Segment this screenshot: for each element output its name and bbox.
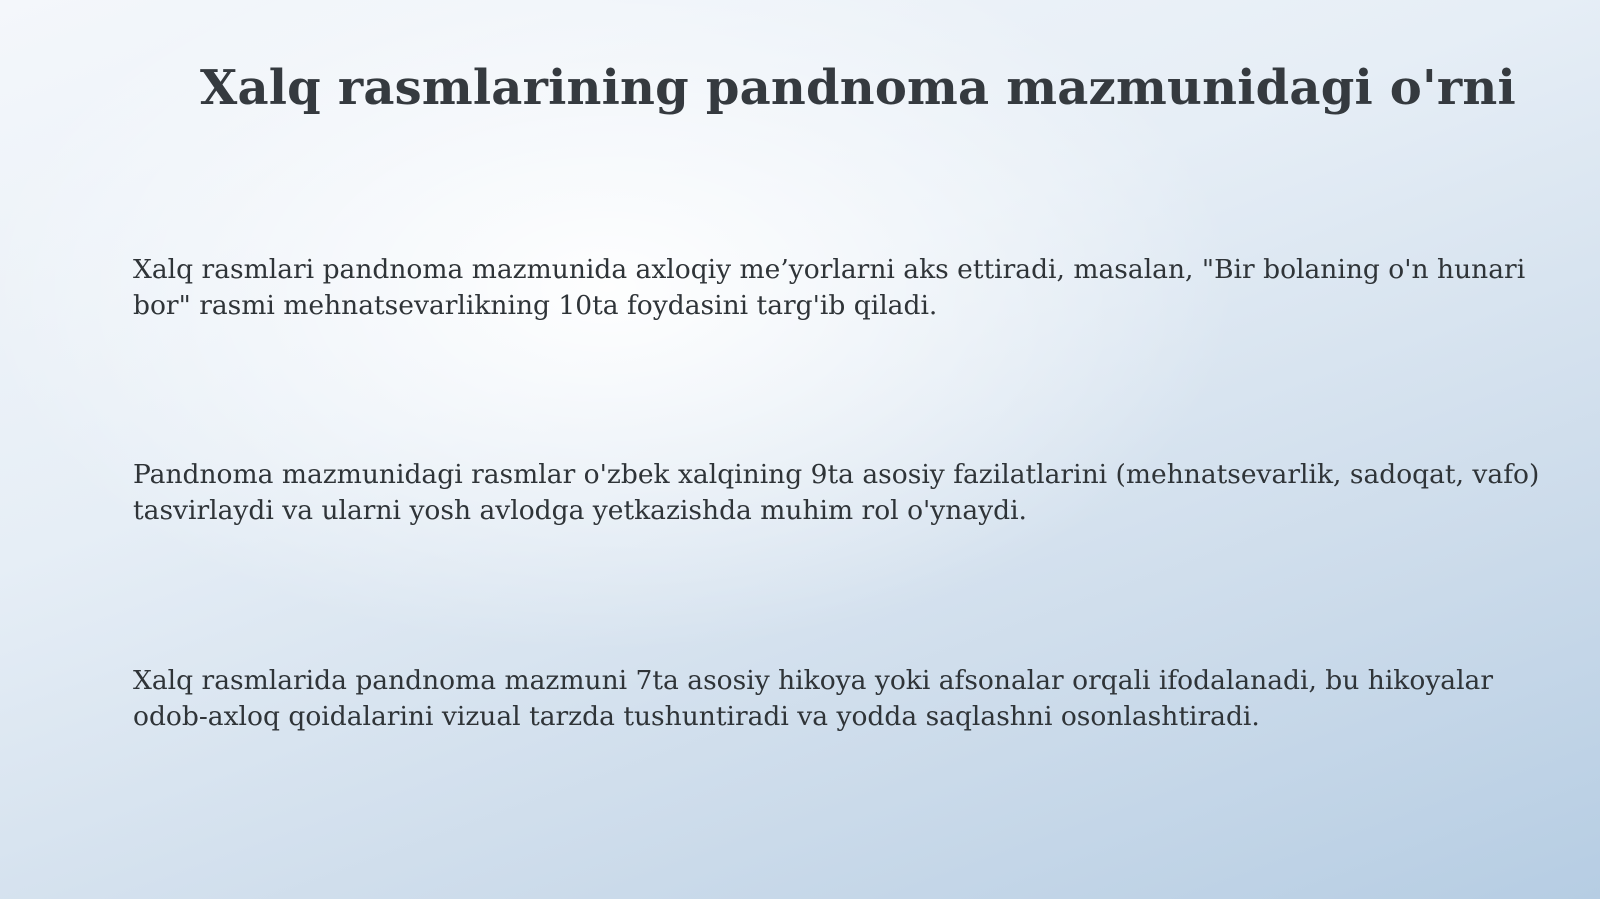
slide-title: Xalq rasmlarining pandnoma mazmunidagi o'rni [200, 60, 1516, 116]
paragraph-3: Xalq rasmlarida pandnoma mazmuni 7ta asosiy hikoya yoki afsonalar orqali ifodalanadi, bu hikoyalar odob-axloq qoidalarini vizual tarzda tushuntiradi va yodda saqlashni osonlashtiradi. [133, 665, 1494, 732]
paragraph-1: Xalq rasmlari pandnoma mazmunida axloqiy me’yorlarni aks ettiradi, masalan, "Bir bolaning o'n hunari bor" rasmi mehnatsevarlikning 10ta foydasini targ'ib qiladi. [133, 254, 1526, 321]
paragraph-2: Pandnoma mazmunidagi rasmlar o'zbek xalqining 9ta asosiy fazilatlarini (mehnatsevarlik, sadoqat, vafo) tasvirlaydi va ularni yosh avlodga yetkazishda muhim rol o'ynaydi. [133, 459, 1540, 526]
